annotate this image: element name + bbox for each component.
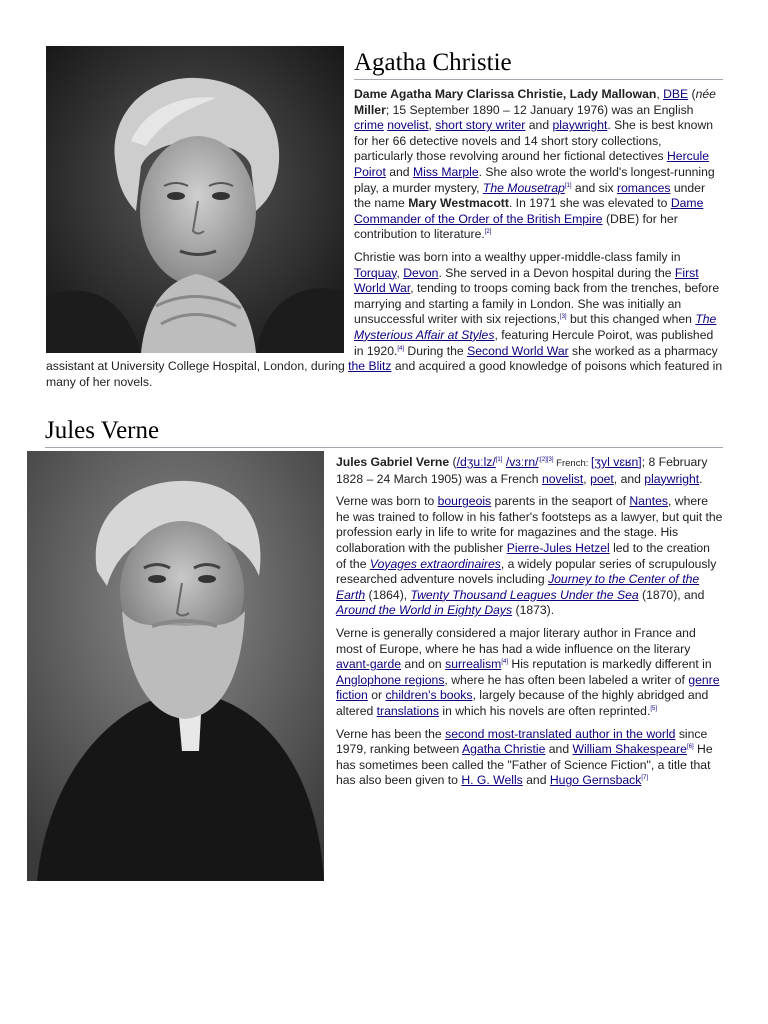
maiden-name: Miller bbox=[354, 102, 386, 117]
photo-float-spacer bbox=[46, 87, 344, 353]
verne-citation-4[interactable]: [4] bbox=[501, 659, 508, 666]
link-twenty-thousand-leagues[interactable]: Twenty Thousand Leagues Under the Sea bbox=[410, 587, 639, 602]
link-around-the-world[interactable]: Around the World in Eighty Days bbox=[336, 603, 513, 618]
link-anglophone-regions[interactable]: Anglophone regions bbox=[336, 672, 445, 687]
link-ipa-french[interactable]: [ʒyl vɛʁn] bbox=[591, 455, 642, 469]
link-surrealism[interactable]: surrealism bbox=[445, 657, 502, 672]
link-mysterious-affair[interactable]: The Mysterious Affair at Styles bbox=[354, 312, 717, 342]
verne-citation-1[interactable]: [1] bbox=[495, 457, 503, 463]
link-romances[interactable]: romances bbox=[616, 180, 671, 195]
link-dbe[interactable]: DBE bbox=[663, 87, 689, 101]
nee-text: née bbox=[695, 87, 716, 101]
link-hugo-gernsback[interactable]: Hugo Gernsback bbox=[549, 773, 642, 788]
verne-full-name: Jules Gabriel Verne bbox=[336, 455, 450, 469]
verne-paragraph-2: Verne was born to bourgeois parents in the seaport of Nantes, where he was trained to follow in his father's footsteps as a lawyer, but quit the profession early in life to write for magazines and the stage. His collaboration with the publisher Pierre-Jules Hetzel led to the creation of the Voyages extraordinaires, a widely popular series of scrupulously researched adventure novels including Journey to the Center of the Earth (1864), Twenty Thousand Leagues Under the Sea (1870), and Around the World in Eighty Days (1873). bbox=[336, 494, 723, 618]
christie-paragraph-1: Dame Agatha Mary Clarissa Christie, Lady Mallowan, DBE (née Miller; 15 September 1890 – 12 January 1976) was an English crime novelist, short story writer and playwright. She is best known for her 66 detective novels and 14 short story collections, particularly those revolving around her fictional detectives Hercule Poirot and Miss Marple. She also wrote the world's longest-running play, a murder mystery, The Mousetrap[1] and six romances under the name Mary Westmacott. In 1971 she was elevated to Dame Commander of the Order of the British Empire (DBE) for her contribution to literature.[2] bbox=[354, 87, 716, 242]
verne-paragraph-3: Verne is generally considered a major literary author in France and most of Europe, where he has had a wide influence on the literary avant-garde and on surrealism[4] His reputation is markedly different in Anglophone regions, where he has often been labeled a writer of genre fiction or children's books, largely because of the highly abridged and altered translations in which his novels are often reprinted.[5] bbox=[336, 625, 720, 718]
citation-2[interactable]: [2] bbox=[484, 229, 492, 236]
verne-paragraph-4: Verne has been the second most-translated author in the world since 1979, ranking between Agatha Christie and William Shakespeare[6] He has sometimes been called the "Father of Science Fiction", a title that has also been given to H. G. Wells and Hugo Gernsback[7] bbox=[336, 726, 713, 788]
verne-citation-6[interactable]: [6] bbox=[686, 744, 694, 751]
link-devon[interactable]: Devon bbox=[403, 265, 439, 280]
citation-3[interactable]: [3] bbox=[559, 314, 567, 321]
link-verne-playwright[interactable]: playwright bbox=[644, 471, 700, 486]
link-playwright[interactable]: playwright bbox=[552, 118, 608, 133]
christie-paragraph-2: Christie was born into a wealthy upper-middle-class family in Torquay, Devon. She served in a Devon hospital during the First World War, tending to troops coming back from the trenches, before marrying and starting a family in London. She was initially an unsuccessful writer with six rejections,[3] but this changed when The Mysterious Affair at Styles, featuring Hercule Poirot, was published in 1920.[4] During the Second World War she worked as a pharmacy assistant at University College Hospital, London, during the Blitz and acquired a good knowledge of poisons which featured in many of her novels. bbox=[46, 249, 723, 389]
pen-name: Mary Westmacott bbox=[408, 196, 509, 211]
jules-verne-section bbox=[336, 455, 723, 796]
agatha-christie-section bbox=[46, 87, 723, 397]
verne-paragraph-1: Jules Gabriel Verne (/dʒuːlz/[1] /vɜːrn/$^{;[2][3]}$ French: [ʒyl vɛʁn]; 8 February 1828 – 24 March 1905) was a French novelist, poet, and playwright. bbox=[336, 455, 708, 486]
citation-4[interactable]: [4] bbox=[397, 345, 405, 352]
verne-citation-2-3[interactable]: ;[2][3] bbox=[538, 457, 554, 463]
link-verne-novelist[interactable]: novelist bbox=[541, 471, 584, 486]
link-hercule-poirot[interactable]: Hercule Poirot bbox=[354, 149, 709, 179]
link-first-world-war[interactable]: First World War bbox=[354, 265, 699, 296]
link-william-shakespeare[interactable]: William Shakespeare bbox=[572, 742, 687, 757]
link-second-world-war[interactable]: Second World War bbox=[467, 343, 569, 358]
link-novelist[interactable]: novelist bbox=[387, 118, 429, 133]
citation-1[interactable]: [1] bbox=[564, 182, 572, 189]
link-childrens-books[interactable]: children's books bbox=[385, 688, 473, 703]
jules-verne-photo bbox=[27, 451, 324, 881]
agatha-christie-heading-rule bbox=[354, 79, 723, 80]
verne-citation-7[interactable]: [7] bbox=[641, 775, 649, 782]
link-dame-commander[interactable]: Dame Commander of the Order of the British Empire bbox=[354, 196, 704, 226]
link-poet[interactable]: poet bbox=[590, 471, 614, 486]
christie-full-name: Dame Agatha Mary Clarissa Christie, Lady Mallowan bbox=[354, 87, 657, 101]
verne-citation-5[interactable]: [5] bbox=[650, 705, 658, 712]
link-pierre-jules-hetzel[interactable]: Pierre-Jules Hetzel bbox=[506, 540, 610, 555]
jules-verne-heading-rule bbox=[45, 447, 723, 448]
link-nantes[interactable]: Nantes bbox=[629, 494, 668, 509]
link-voyages-extraordinaires[interactable]: Voyages extraordinaires bbox=[369, 556, 501, 571]
link-the-blitz[interactable]: the Blitz bbox=[348, 359, 392, 374]
jules-verne-heading: Jules Verne bbox=[45, 417, 160, 444]
link-crime[interactable]: crime bbox=[354, 118, 384, 133]
link-short-story-writer[interactable]: short story writer bbox=[435, 118, 526, 133]
link-journey-center-earth[interactable]: Journey to the Center of the Earth bbox=[336, 572, 700, 602]
jules-verne-portrait-graphic bbox=[27, 451, 324, 881]
link-avant-garde[interactable]: avant-garde bbox=[336, 657, 402, 672]
link-bourgeois[interactable]: bourgeois bbox=[437, 494, 492, 509]
link-ipa-verne[interactable]: /vɜːrn/ bbox=[505, 455, 539, 469]
link-the-mousetrap[interactable]: The Mousetrap bbox=[482, 180, 565, 195]
link-agatha-christie[interactable]: Agatha Christie bbox=[462, 742, 546, 757]
link-torquay[interactable]: Torquay bbox=[354, 265, 397, 280]
agatha-christie-heading: Agatha Christie bbox=[354, 49, 512, 76]
link-miss-marple[interactable]: Miss Marple bbox=[412, 164, 479, 179]
link-translations[interactable]: translations bbox=[376, 703, 439, 718]
link-second-most-translated[interactable]: second most-translated author in the world bbox=[445, 726, 676, 741]
link-genre-fiction[interactable]: genre fiction bbox=[336, 672, 720, 703]
link-hg-wells[interactable]: H. G. Wells bbox=[461, 773, 523, 788]
link-ipa-jules[interactable]: /dʒuːlz/ bbox=[456, 455, 496, 469]
